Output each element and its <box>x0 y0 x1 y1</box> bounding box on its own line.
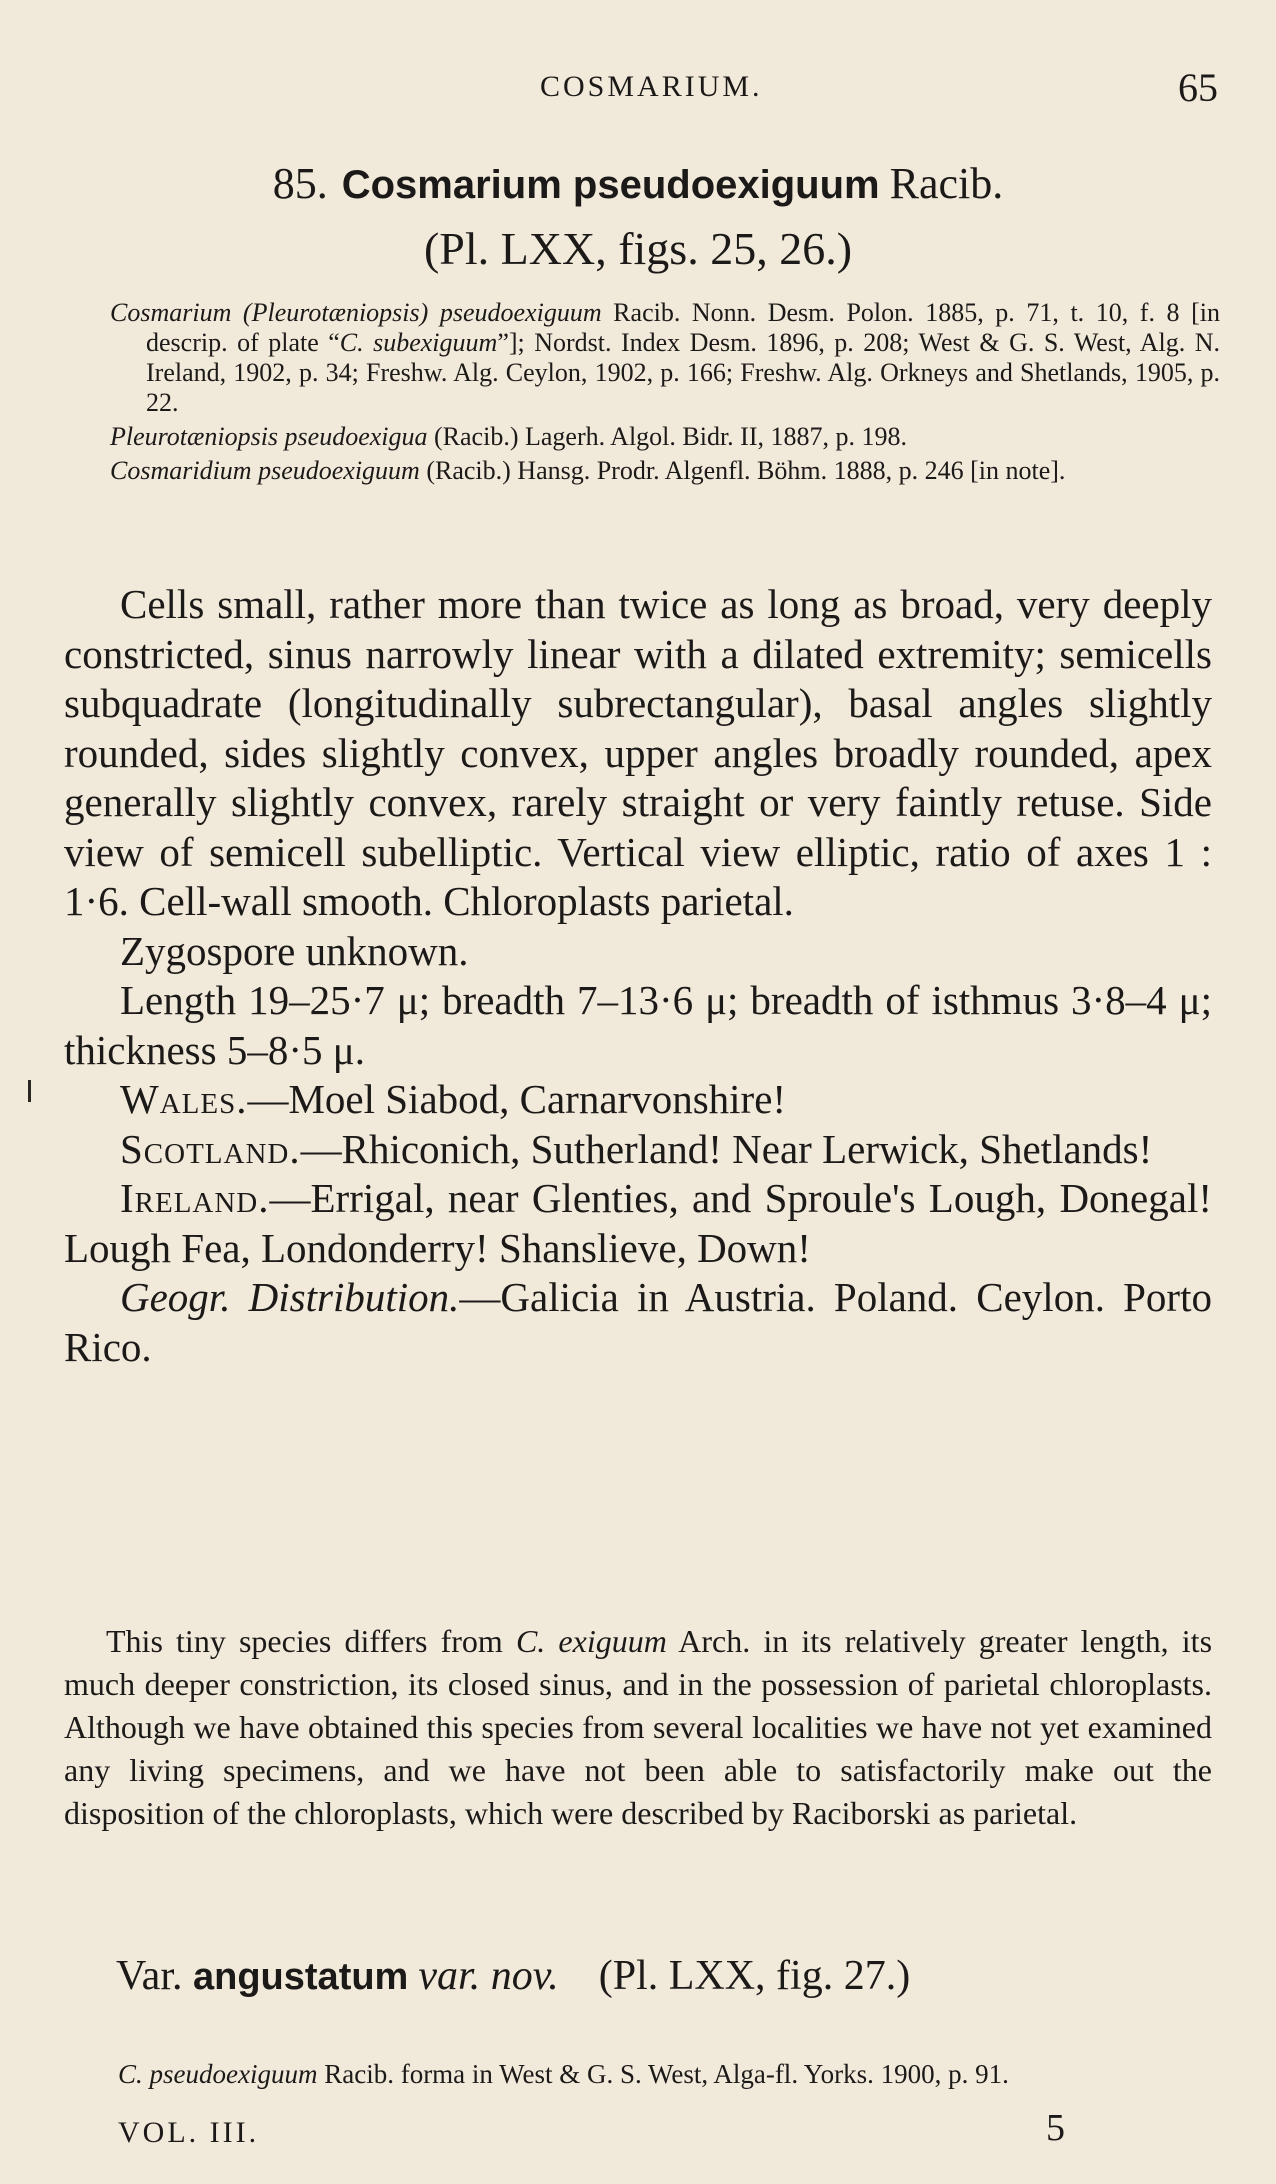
zygospore-text: Zygospore unknown. <box>120 927 469 974</box>
page-footer <box>0 2107 1276 2150</box>
margin-mark <box>28 1080 31 1102</box>
species-description <box>64 580 1212 1372</box>
variety-synonym-citation: Racib. forma in West & G. S. West, Alga-fl. Yorks. 1900, p. 91. <box>317 2059 1009 2089</box>
locality-text: —Rhiconich, Sutherland! Near Lerwick, Shetlands! <box>300 1125 1153 1172</box>
locality-text: —Moel Siabod, Carnarvonshire! <box>247 1076 787 1122</box>
synonym-entry <box>110 298 1220 418</box>
synonym-name: Cosmaridium pseudoexiguum <box>110 456 420 485</box>
note-species: C. exiguum <box>515 1623 667 1659</box>
variety-nov: var. nov. <box>418 1953 559 1999</box>
volume-label: VOL. III. <box>118 2116 260 2149</box>
synonymy-block <box>110 298 1220 490</box>
synonym-entry <box>110 422 1220 452</box>
locality-region: Wales. <box>120 1076 248 1122</box>
synonym-citation: (Racib.) Hansg. Prodr. Algenfl. Böhm. 1888, p. 246 [in note]. <box>419 456 1066 485</box>
running-head-title: COSMARIUM. <box>540 70 763 103</box>
locality-wales <box>64 1075 1212 1125</box>
synonym-citation: Racib. Nonn. Desm. Polon. 1885, p. 71, t. 10, f. 8 [in descrip. of plate “ <box>146 298 1220 357</box>
note-text: This tiny species differs from <box>106 1623 516 1659</box>
synonym-entry <box>110 456 1220 486</box>
synonym-citation-cont: ”]; Nordst. Index Desm. 1896, p. 208; West & G. S. West, Alg. N. Ireland, 1902, p. 34; Freshw. Alg. Ceylon, 1902, p. 166; Freshw. Alg. Orkneys and Shetlands, 1905, p. 22. <box>146 328 1220 417</box>
note-text-cont: Arch. in its relatively greater length, its much deeper constriction, its closed sinus, and in the possession of parietal chloroplasts. Although we have obtained this species from several localities we have not yet examined any living specimens, and we have not been able to satisfactorily make out the disposition of the chloroplasts, which were described by Raciborski as parietal. <box>64 1623 1213 1831</box>
variety-synonym-name: C. pseudoexiguum <box>118 2059 318 2089</box>
geographic-distribution <box>64 1273 1212 1372</box>
dimensions-text: Length 19–25·7 μ; breadth 7–13·6 μ; breadth of isthmus 3·8–4 μ; thickness 5–8·5 μ. <box>64 977 1212 1073</box>
locality-region: Ireland. <box>120 1175 270 1221</box>
species-number: 85. <box>272 159 328 208</box>
synonym-inline-name: C. subexiguum <box>339 328 498 357</box>
description-main: Cells small, rather more than twice as long as broad, very deeply constricted, sinus narrowly linear with a dilated extremity; semicells subquadrate (longitudinally subrectangular), basal angles slightly rounded, sides slightly convex, upper angles broadly rounded, apex generally slightly convex, rarely straight or very faintly retuse. Side view of semicell subelliptic. Vertical view elliptic, ratio of axes 1 : 1·6. Cell-wall smooth. Chloroplasts parietal. <box>64 581 1212 924</box>
distribution-text: —Galicia in Austria. Poland. Ceylon. Porto Rico. <box>64 1274 1212 1370</box>
variety-heading <box>116 1952 910 2000</box>
discussion-note <box>64 1620 1212 1835</box>
synonym-name: Pleurotæniopsis pseudoexigua <box>110 422 428 451</box>
running-head <box>0 65 1276 110</box>
variety-synonymy <box>118 2057 1252 2091</box>
variety-prefix: Var. <box>116 1953 183 1999</box>
species-plate-reference: (Pl. LXX, figs. 25, 26.) <box>423 223 853 274</box>
species-heading <box>0 158 1276 209</box>
locality-region: Scotland. <box>120 1125 301 1172</box>
synonym-citation: (Racib.) Lagerh. Algol. Bidr. II, 1887, p. 198. <box>427 422 907 451</box>
variety-plate-reference: (Pl. LXX, fig. 27.) <box>598 1953 911 1999</box>
locality-ireland <box>64 1174 1212 1273</box>
species-authority: Racib. <box>889 159 1004 208</box>
variety-name: angustatum <box>193 1956 409 1998</box>
page-number: 65 <box>1178 65 1218 110</box>
synonym-name: Cosmarium (Pleurotæniopsis) pseudoexiguum <box>110 298 602 327</box>
locality-text: —Errigal, near Glenties, and Sproule's Lough, Donegal! Lough Fea, Londonderry! Shanslieve, Down! <box>64 1175 1212 1271</box>
signature-mark: 5 <box>1046 2107 1065 2149</box>
species-name: Cosmarium pseudoexiguum <box>341 163 880 207</box>
distribution-label: Geogr. Distribution. <box>120 1274 460 1320</box>
locality-scotland <box>64 1125 1212 1175</box>
